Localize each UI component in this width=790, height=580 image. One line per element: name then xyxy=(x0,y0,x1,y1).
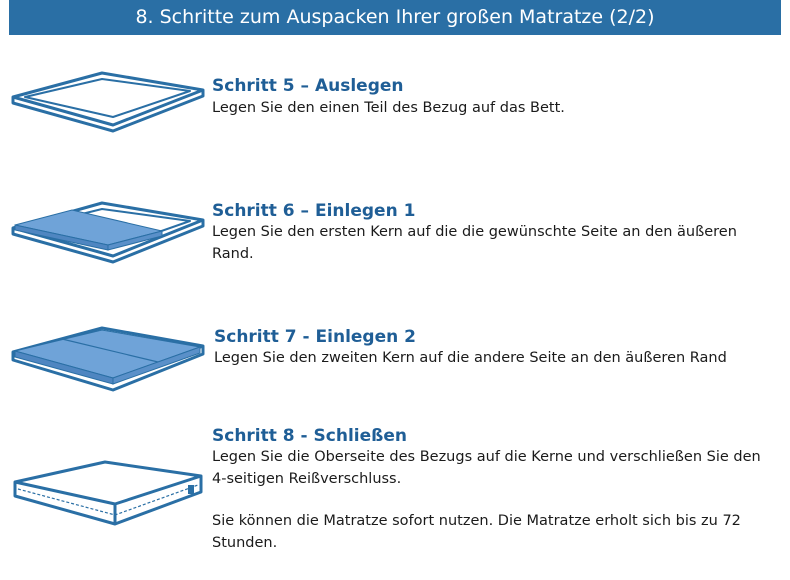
two-cores-icon xyxy=(10,324,206,396)
page-header xyxy=(9,0,781,35)
closed-mattress-icon xyxy=(10,458,206,530)
flat-cover-icon xyxy=(10,70,206,134)
step-8-text: Legen Sie die Oberseite des Bezugs auf die Kerne und verschließen Sie den 4-seitigen Reißverschluss. xyxy=(212,449,761,487)
one-core-icon xyxy=(10,198,206,268)
step-6-title: Schritt 6 – Einlegen 1 xyxy=(212,201,416,221)
step-7-title: Schritt 7 - Einlegen 2 xyxy=(214,327,416,347)
step-6-text: Legen Sie den ersten Kern auf die die gewünschte Seite an den äußeren Rand. xyxy=(212,224,737,262)
step-5-title: Schritt 5 – Auslegen xyxy=(212,76,404,96)
step-7-text: Legen Sie den zweiten Kern auf die andere Seite an den äußeren Rand xyxy=(214,350,727,366)
page-title: 8. Schritte zum Auspacken Ihrer großen Matratze (2/2) xyxy=(135,6,655,28)
step-5-text: Legen Sie den einen Teil des Bezug auf das Bett. xyxy=(212,100,565,116)
step-8-title: Schritt 8 - Schließen xyxy=(212,426,407,446)
step-8-note: Sie können die Matratze sofort nutzen. Die Matratze erholt sich bis zu 72 Stunden. xyxy=(212,513,741,551)
